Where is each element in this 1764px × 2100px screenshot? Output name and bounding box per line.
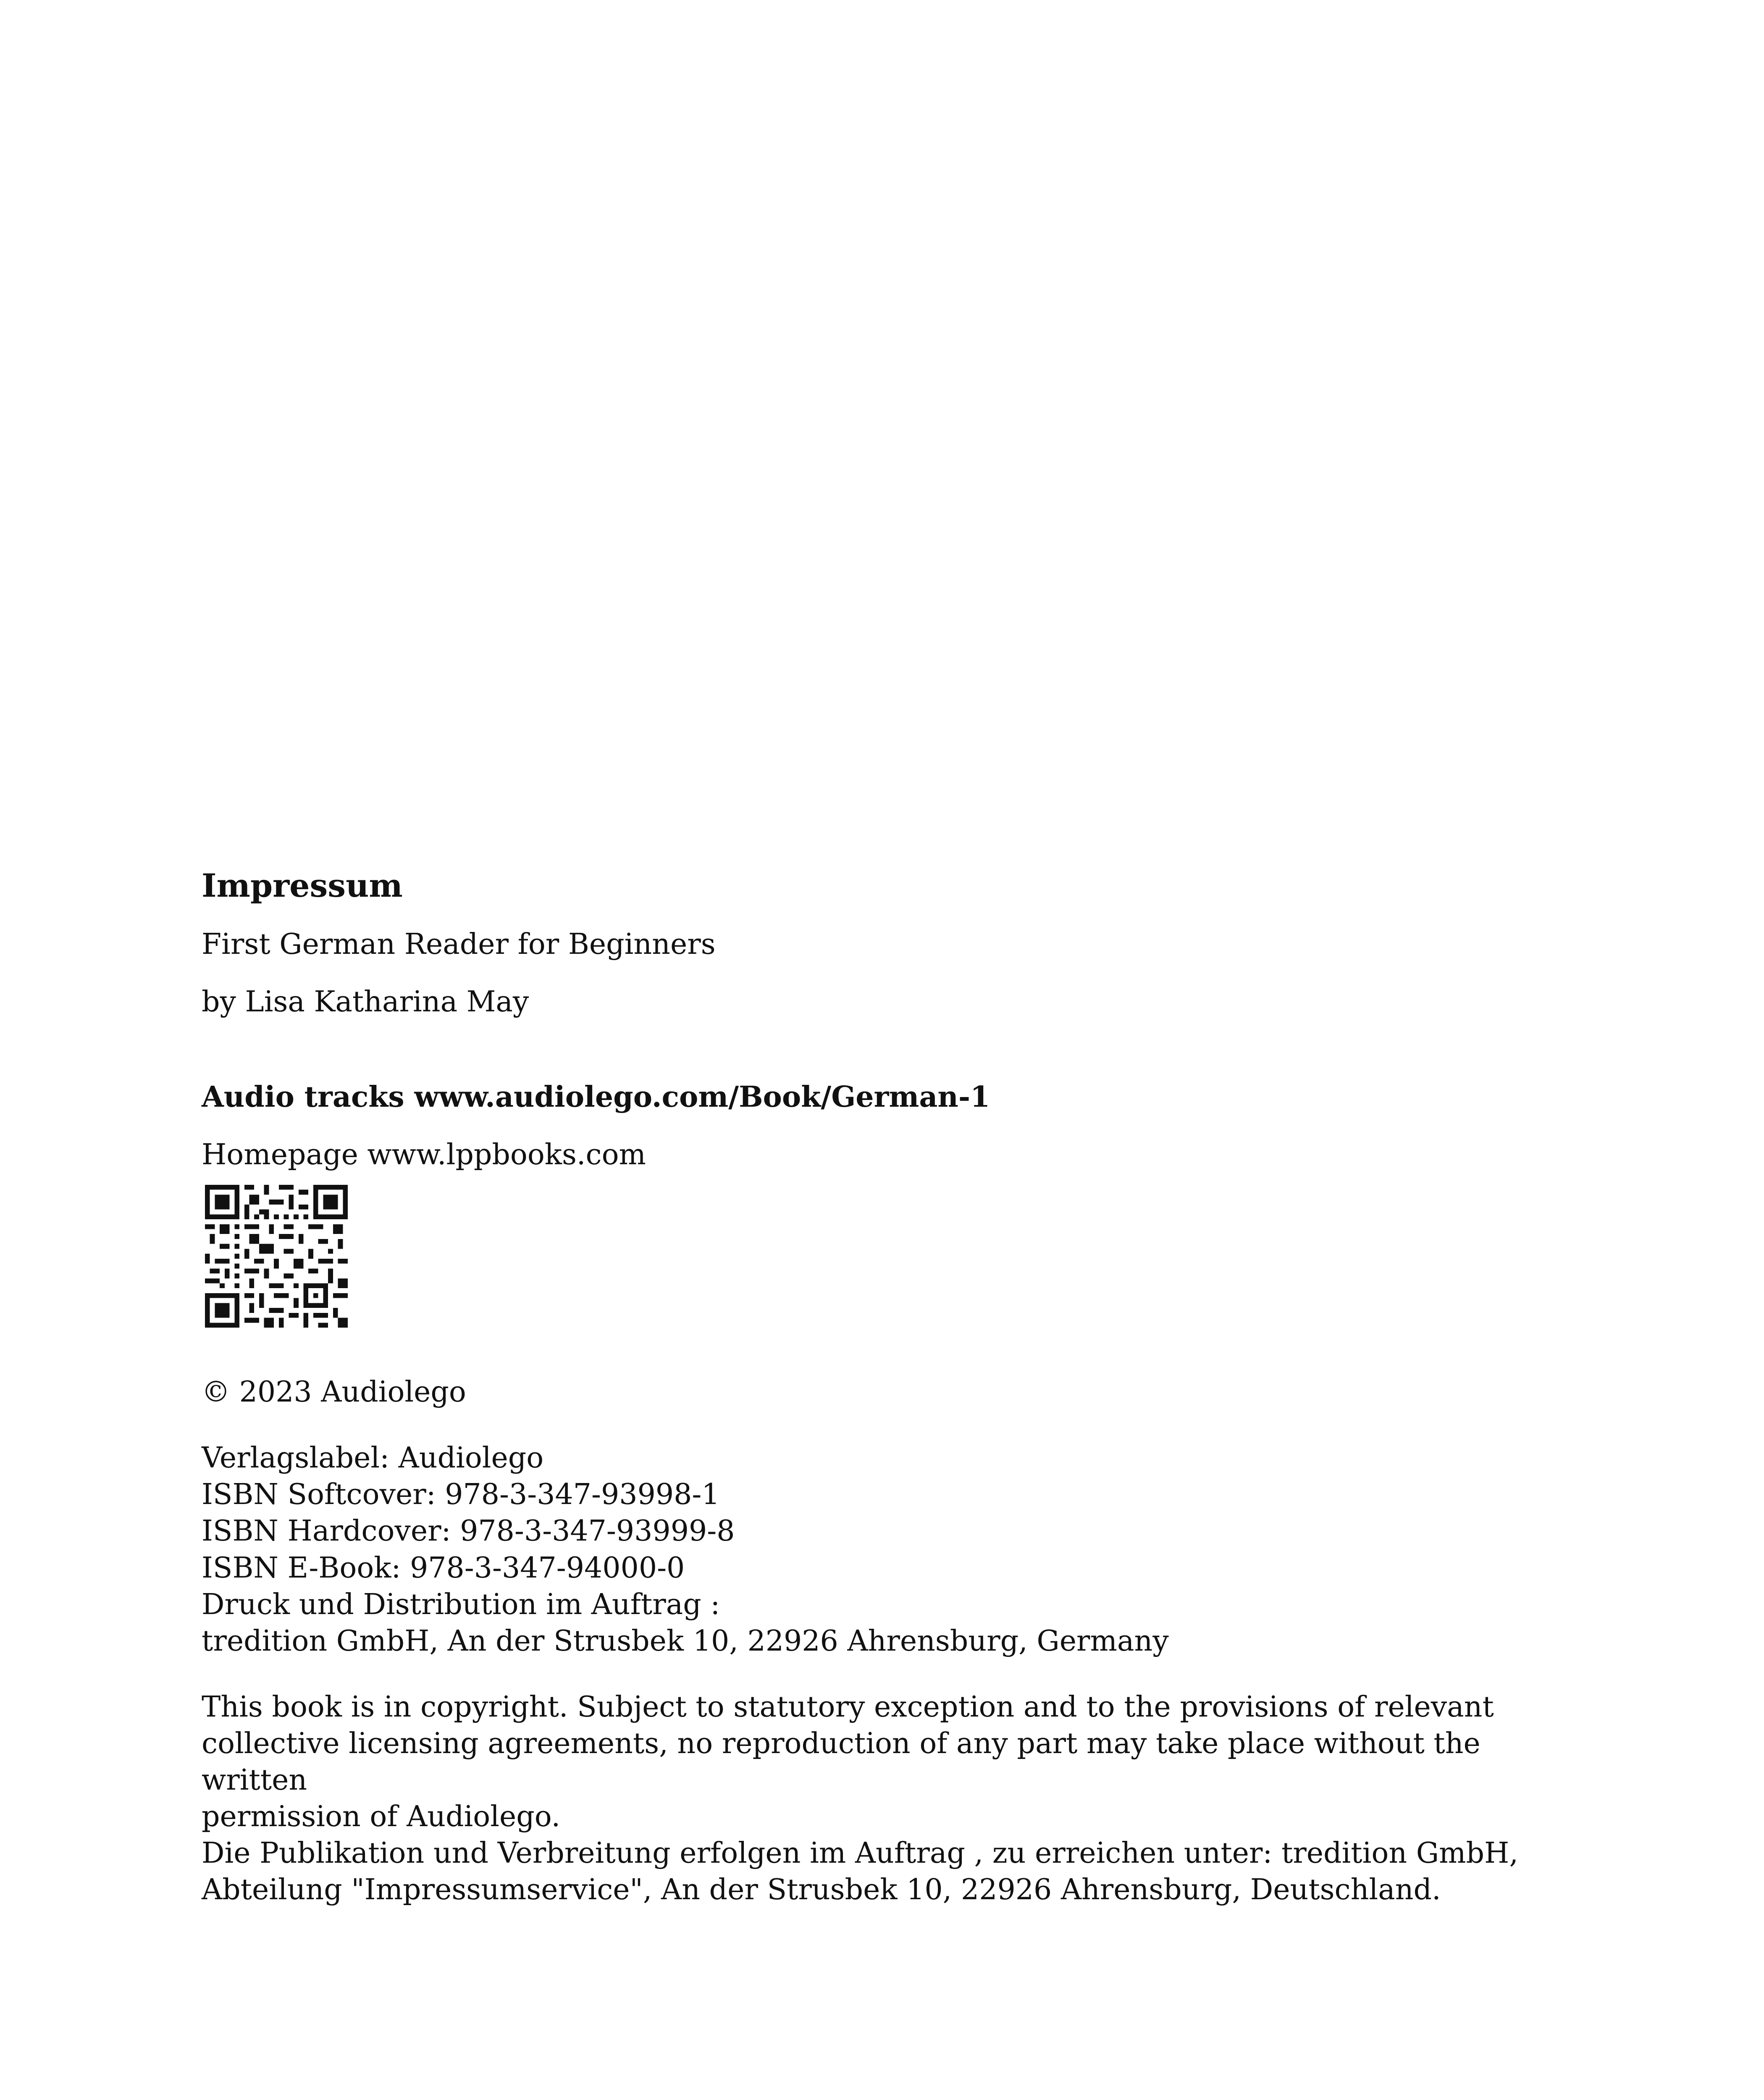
legal-line: Die Publikation und Verbreitung erfolgen im Auftrag , zu erreichen unter: tredition GmbH, [202, 1836, 1518, 1870]
qr-code-icon [205, 1185, 348, 1328]
book-title: First German Reader for Beginners [202, 928, 716, 961]
legal-line: This book is in copyright. Subject to statutory exception and to the provisions of relevant [202, 1690, 1494, 1724]
impressum-heading: Impressum [202, 867, 403, 904]
distribution-line: Druck und Distribution im Auftrag : [202, 1588, 720, 1621]
copyright-line: © 2023 Audiolego [202, 1376, 466, 1409]
audio-tracks-link[interactable]: Audio tracks www.audiolego.com/Book/German-1 [202, 1080, 990, 1114]
legal-notice [202, 1689, 1567, 1908]
author-line: by Lisa Katharina May [202, 985, 529, 1019]
publisher-label-line: Verlagslabel: Audiolego [202, 1441, 544, 1475]
homepage-link[interactable]: Homepage www.lppbooks.com [202, 1138, 646, 1172]
legal-line: permission of Audiolego. [202, 1800, 561, 1833]
legal-line: Abteilung "Impressumservice", An der Strusbek 10, 22926 Ahrensburg, Deutschland. [202, 1873, 1441, 1906]
distributor-address-line: tredition GmbH, An der Strusbek 10, 22926 Ahrensburg, Germany [202, 1624, 1169, 1658]
legal-line: collective licensing agreements, no reproduction of any part may take place without the written [202, 1727, 1480, 1797]
isbn-ebook-line: ISBN E-Book: 978-3-347-94000-0 [202, 1551, 685, 1585]
isbn-hardcover-line: ISBN Hardcover: 978-3-347-93999-8 [202, 1515, 735, 1548]
impressum-content [202, 865, 1567, 1908]
isbn-softcover-line: ISBN Softcover: 978-3-347-93998-1 [202, 1478, 720, 1512]
publishing-details [202, 1440, 1567, 1659]
